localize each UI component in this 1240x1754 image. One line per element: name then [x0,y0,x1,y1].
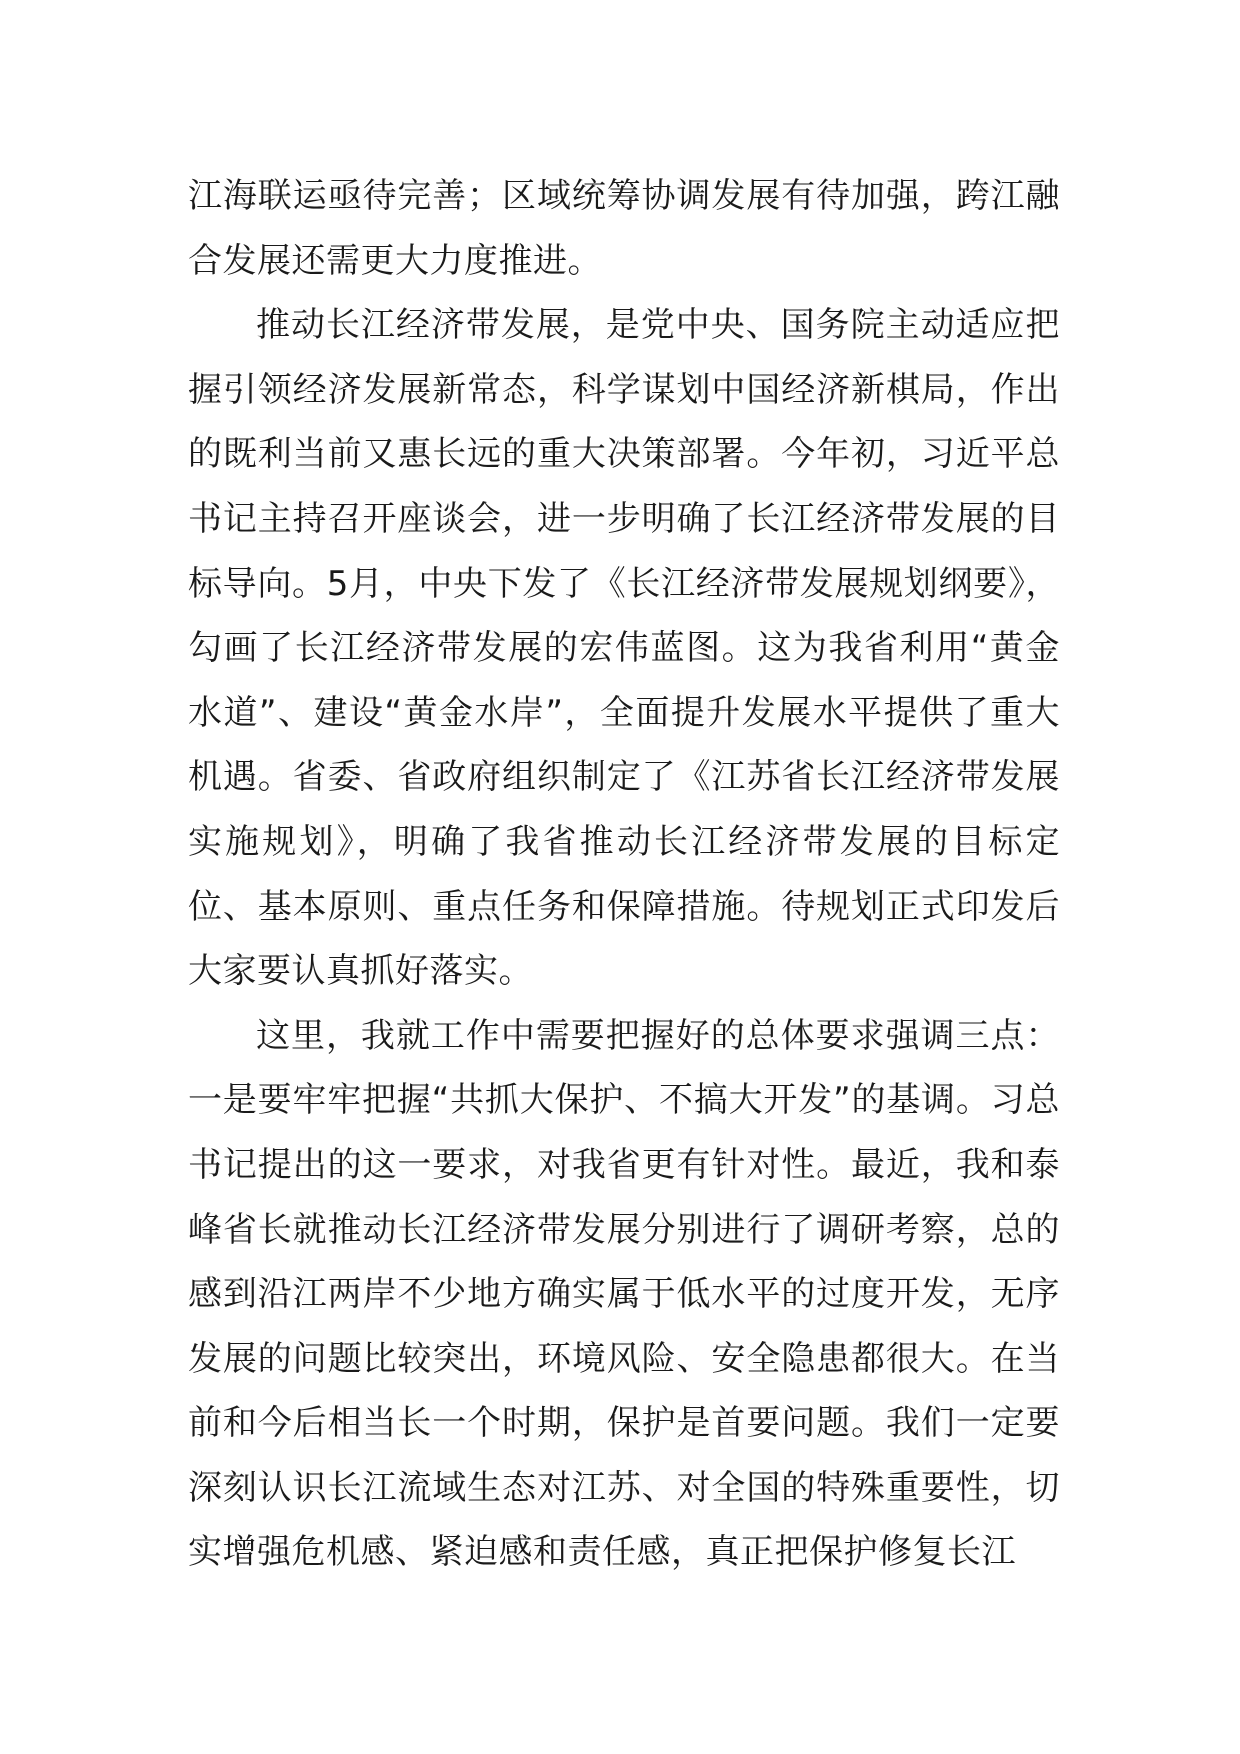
body-text [188,164,1060,1585]
paragraph-overall-requirements: 这里，我就工作中需要把握好的总体要求强调三点：一是要牢牢把握“共抓大保护、不搞大开发”的基调。习总书记提出的这一要求，对我省更有针对性。最近，我和泰峰省长就推动长江经济带发展分别进行了调研考察，总的感到沿江两岸不少地方确实属于低水平的过度开发，无序发展的问题比较突出，环境风险、安全隐患都很大。在当前和今后相当长一个时期，保护是首要问题。我们一定要深刻认识长江流域生态对江苏、对全国的特殊重要性，切实增强危机感、紧迫感和责任感，真正把保护修复长江 [188,1015,1060,1573]
paragraph-yangtze-strategy: 推动长江经济带发展，是党中央、国务院主动适应把握引领经济发展新常态，科学谋划中国经济新棋局，作出的既利当前又惠长远的重大决策部署。今年初，习近平总书记主持召开座谈会，进一步明确了长江经济带发展的目标导向。5月，中央下发了《长江经济带发展规划纲要》，勾画了长江经济带发展的宏伟蓝图。这为我省利用“黄金水道”、建设“黄金水岸”，全面提升发展水平提供了重大机遇。省委、省政府组织制定了《江苏省长江经济带发展实施规划》，明确了我省推动长江经济带发展的目标定位、基本原则、重点任务和保障措施。待规划正式印发后大家要认真抓好落实。 [188,305,1060,992]
paragraph-continuation: 江海联运亟待完善；区域统筹协调发展有待加强，跨江融合发展还需更大力度推进。 [188,176,1060,281]
